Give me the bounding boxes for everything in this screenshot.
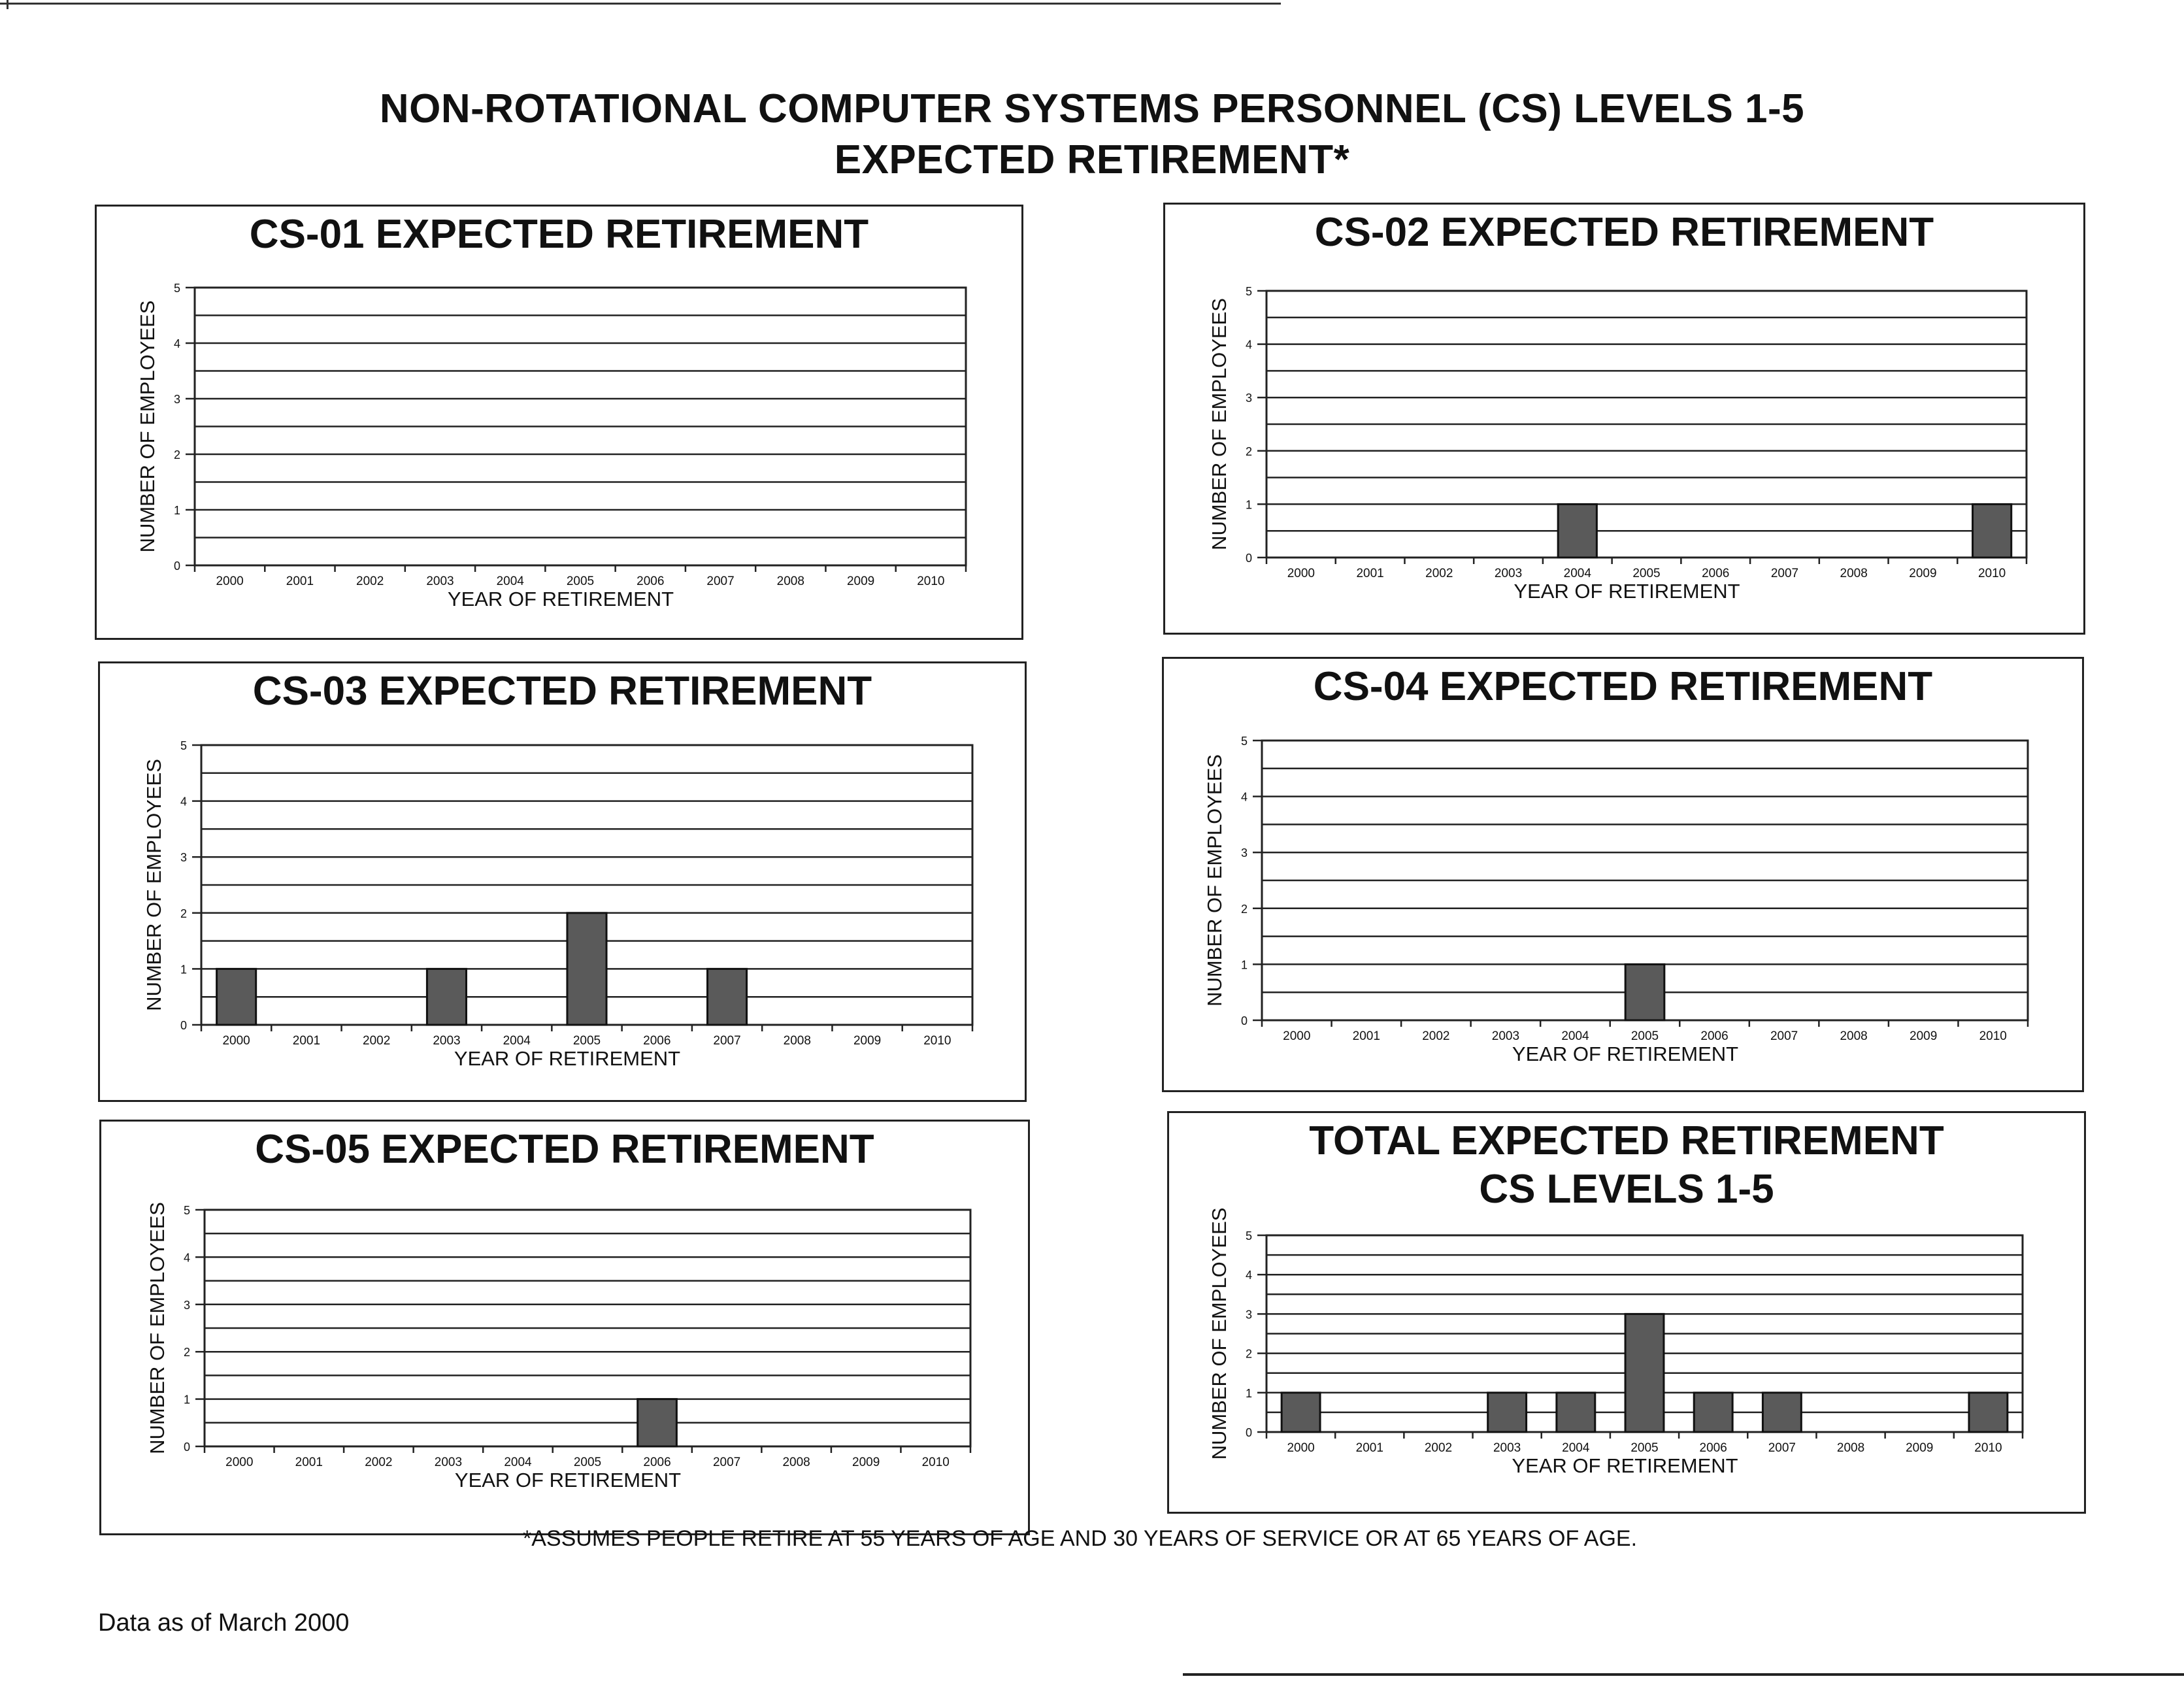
x-axis-label: YEAR OF RETIREMENT — [1512, 1042, 1739, 1065]
y-tick-label: 2 — [180, 907, 187, 920]
x-tick-label: 2005 — [572, 1034, 601, 1048]
chart-title-line1: CS-01 EXPECTED RETIREMENT — [249, 212, 869, 257]
y-tick-label: 4 — [180, 795, 187, 808]
x-tick-label: 2010 — [1977, 567, 2006, 580]
chart-svg — [1165, 205, 2083, 633]
assumption-footnote: *ASSUMES PEOPLE RETIRE AT 55 YEARS OF AGE AND 30 YEARS OF SERVICE OR AT 65 YEARS OF AGE. — [523, 1526, 1638, 1551]
chart-panel-cs01 — [95, 205, 1023, 640]
x-tick-label: 2001 — [295, 1456, 323, 1469]
y-tick-label: 3 — [1240, 846, 1248, 860]
x-tick-label: 2009 — [852, 1456, 880, 1469]
y-tick-label: 4 — [1240, 790, 1248, 804]
chart-svg — [97, 207, 1019, 638]
chart-svg — [101, 1122, 1028, 1533]
bar — [1625, 964, 1664, 1020]
x-tick-label: 2010 — [921, 1456, 950, 1469]
y-tick-label: 0 — [180, 1019, 187, 1032]
y-axis-label: NUMBER OF EMPLOYEES — [146, 1202, 169, 1454]
x-tick-label: 2009 — [846, 575, 875, 588]
y-tick-label: 5 — [183, 1204, 190, 1217]
x-tick-label: 2006 — [643, 1034, 671, 1048]
x-tick-label: 2000 — [1283, 1029, 1311, 1043]
bar — [1973, 504, 2011, 558]
chart-panel-cs02 — [1163, 203, 2085, 635]
y-tick-label: 4 — [183, 1251, 190, 1265]
x-axis-label: YEAR OF RETIREMENT — [454, 1469, 682, 1491]
data-as-of-note: Data as of March 2000 — [98, 1609, 350, 1637]
chart-title-line1: CS-04 EXPECTED RETIREMENT — [1313, 664, 1933, 709]
x-tick-label: 2009 — [1910, 1029, 1938, 1043]
bar — [638, 1399, 677, 1446]
y-tick-label: 2 — [1240, 902, 1248, 916]
x-tick-label: 2004 — [1562, 1441, 1590, 1455]
x-axis-label: YEAR OF RETIREMENT — [447, 588, 674, 610]
y-tick-label: 0 — [1245, 552, 1252, 565]
y-tick-label: 1 — [173, 504, 180, 517]
x-tick-label: 2003 — [426, 575, 454, 588]
x-axis-label: YEAR OF RETIREMENT — [1514, 580, 1740, 603]
x-axis-label: YEAR OF RETIREMENT — [1512, 1454, 1738, 1477]
x-tick-label: 2010 — [923, 1034, 951, 1048]
x-tick-label: 2007 — [1768, 1441, 1796, 1455]
x-tick-label: 2002 — [1424, 1441, 1453, 1455]
x-tick-label: 2008 — [1840, 1029, 1868, 1043]
y-axis-label: NUMBER OF EMPLOYEES — [142, 759, 165, 1011]
x-tick-label: 2000 — [222, 1034, 250, 1048]
top-border-tick — [7, 0, 8, 9]
x-tick-label: 2006 — [643, 1456, 671, 1469]
y-tick-label: 3 — [180, 851, 187, 865]
x-tick-label: 2001 — [292, 1034, 321, 1048]
bar — [1558, 504, 1597, 558]
x-tick-label: 2004 — [504, 1456, 532, 1469]
x-tick-label: 2002 — [356, 575, 384, 588]
x-tick-label: 2008 — [782, 1456, 810, 1469]
chart-title-line1: TOTAL EXPECTED RETIREMENT — [1309, 1118, 1944, 1163]
x-tick-label: 2002 — [1422, 1029, 1450, 1043]
x-tick-label: 2002 — [1425, 567, 1453, 580]
x-tick-label: 2003 — [434, 1456, 463, 1469]
chart-panel-total — [1167, 1111, 2086, 1514]
x-tick-label: 2008 — [783, 1034, 811, 1048]
x-tick-label: 2009 — [1906, 1441, 1934, 1455]
y-axis-label: NUMBER OF EMPLOYEES — [1208, 1207, 1231, 1460]
y-tick-label: 4 — [173, 337, 180, 350]
x-tick-label: 2005 — [1630, 1029, 1659, 1043]
bottom-border-line — [1183, 1673, 2184, 1676]
chart-title-line2: CS LEVELS 1-5 — [1479, 1167, 1774, 1212]
x-tick-label: 2001 — [1352, 1029, 1380, 1043]
bar — [567, 913, 606, 1025]
x-tick-label: 2005 — [1632, 567, 1661, 580]
y-tick-label: 1 — [1245, 1386, 1252, 1400]
x-tick-label: 2008 — [776, 575, 804, 588]
top-border-line — [0, 3, 1281, 5]
x-tick-label: 2003 — [1491, 1029, 1520, 1043]
x-tick-label: 2007 — [713, 1034, 741, 1048]
x-tick-label: 2010 — [1974, 1441, 2002, 1455]
y-tick-label: 2 — [1245, 444, 1252, 458]
x-tick-label: 2006 — [1699, 1441, 1727, 1455]
x-tick-label: 2010 — [1979, 1029, 2007, 1043]
y-tick-label: 5 — [1245, 1229, 1252, 1242]
y-tick-label: 1 — [1245, 498, 1252, 512]
y-tick-label: 2 — [183, 1346, 190, 1359]
x-tick-label: 2005 — [573, 1456, 602, 1469]
x-tick-label: 2007 — [1770, 567, 1799, 580]
x-tick-label: 2009 — [853, 1034, 882, 1048]
y-axis-label: NUMBER OF EMPLOYEES — [1203, 754, 1226, 1007]
x-tick-label: 2001 — [286, 575, 314, 588]
chart-title-line1: CS-02 EXPECTED RETIREMENT — [1314, 210, 1934, 255]
x-tick-label: 2004 — [503, 1034, 531, 1048]
y-tick-label: 4 — [1245, 1269, 1252, 1282]
x-tick-label: 2006 — [1700, 1029, 1729, 1043]
x-tick-label: 2007 — [712, 1456, 741, 1469]
x-tick-label: 2004 — [496, 575, 524, 588]
x-tick-label: 2003 — [433, 1034, 461, 1048]
x-tick-label: 2009 — [1909, 567, 1937, 580]
y-tick-label: 0 — [173, 559, 180, 573]
x-tick-label: 2010 — [917, 575, 945, 588]
bar — [1762, 1393, 1801, 1432]
y-axis-label: NUMBER OF EMPLOYEES — [1208, 298, 1231, 550]
y-tick-label: 0 — [1245, 1426, 1252, 1439]
bar — [1557, 1393, 1595, 1432]
page-title-line1: NON-ROTATIONAL COMPUTER SYSTEMS PERSONNEL (CS) LEVELS 1-5 — [379, 86, 1805, 131]
y-tick-label: 5 — [1245, 285, 1252, 298]
y-tick-label: 2 — [173, 448, 180, 461]
x-tick-label: 2005 — [566, 575, 595, 588]
x-axis-label: YEAR OF RETIREMENT — [454, 1047, 681, 1070]
bar — [1488, 1393, 1527, 1432]
bar — [1969, 1393, 2008, 1432]
x-tick-label: 2000 — [1287, 567, 1315, 580]
x-tick-label: 2001 — [1356, 567, 1384, 580]
chart-svg — [100, 663, 1025, 1100]
chart-panel-cs05 — [99, 1120, 1030, 1535]
x-tick-label: 2001 — [1355, 1441, 1383, 1455]
bar — [1282, 1393, 1320, 1432]
y-tick-label: 5 — [173, 282, 180, 295]
y-tick-label: 1 — [1240, 958, 1248, 972]
x-tick-label: 2000 — [1287, 1441, 1315, 1455]
chart-svg — [1169, 1113, 2084, 1512]
x-tick-label: 2005 — [1630, 1441, 1659, 1455]
chart-panel-cs03 — [98, 661, 1027, 1102]
x-tick-label: 2006 — [1702, 567, 1730, 580]
y-tick-label: 4 — [1245, 338, 1252, 352]
x-tick-label: 2000 — [216, 575, 244, 588]
bar — [427, 969, 466, 1025]
x-tick-label: 2004 — [1561, 1029, 1589, 1043]
x-tick-label: 2008 — [1836, 1441, 1865, 1455]
x-tick-label: 2004 — [1563, 567, 1591, 580]
bar — [1625, 1314, 1664, 1432]
y-tick-label: 3 — [1245, 392, 1252, 405]
x-tick-label: 2006 — [637, 575, 665, 588]
y-tick-label: 0 — [1240, 1014, 1248, 1027]
x-tick-label: 2002 — [365, 1456, 393, 1469]
page-title — [0, 84, 2184, 186]
chart-title-line1: CS-05 EXPECTED RETIREMENT — [255, 1127, 874, 1172]
chart-svg — [1164, 659, 2082, 1090]
y-axis-label: NUMBER OF EMPLOYEES — [136, 300, 159, 553]
y-tick-label: 1 — [180, 963, 187, 976]
y-tick-label: 3 — [1245, 1308, 1252, 1322]
chart-panel-cs04 — [1162, 657, 2084, 1092]
x-tick-label: 2007 — [706, 575, 735, 588]
x-tick-label: 2000 — [225, 1456, 254, 1469]
y-tick-label: 2 — [1245, 1347, 1252, 1361]
y-tick-label: 1 — [183, 1393, 190, 1407]
y-tick-label: 5 — [180, 739, 187, 752]
bar — [217, 969, 256, 1025]
bar — [1694, 1393, 1732, 1432]
x-tick-label: 2003 — [1494, 567, 1523, 580]
y-tick-label: 3 — [173, 393, 180, 406]
x-tick-label: 2003 — [1493, 1441, 1521, 1455]
x-tick-label: 2008 — [1840, 567, 1868, 580]
chart-title-line1: CS-03 EXPECTED RETIREMENT — [252, 669, 872, 714]
x-tick-label: 2007 — [1770, 1029, 1798, 1043]
bar — [708, 969, 747, 1025]
y-tick-label: 3 — [183, 1298, 190, 1312]
page-title-line2: EXPECTED RETIREMENT* — [834, 137, 1350, 182]
x-tick-label: 2002 — [363, 1034, 391, 1048]
y-tick-label: 5 — [1240, 735, 1248, 748]
y-tick-label: 0 — [183, 1441, 190, 1454]
